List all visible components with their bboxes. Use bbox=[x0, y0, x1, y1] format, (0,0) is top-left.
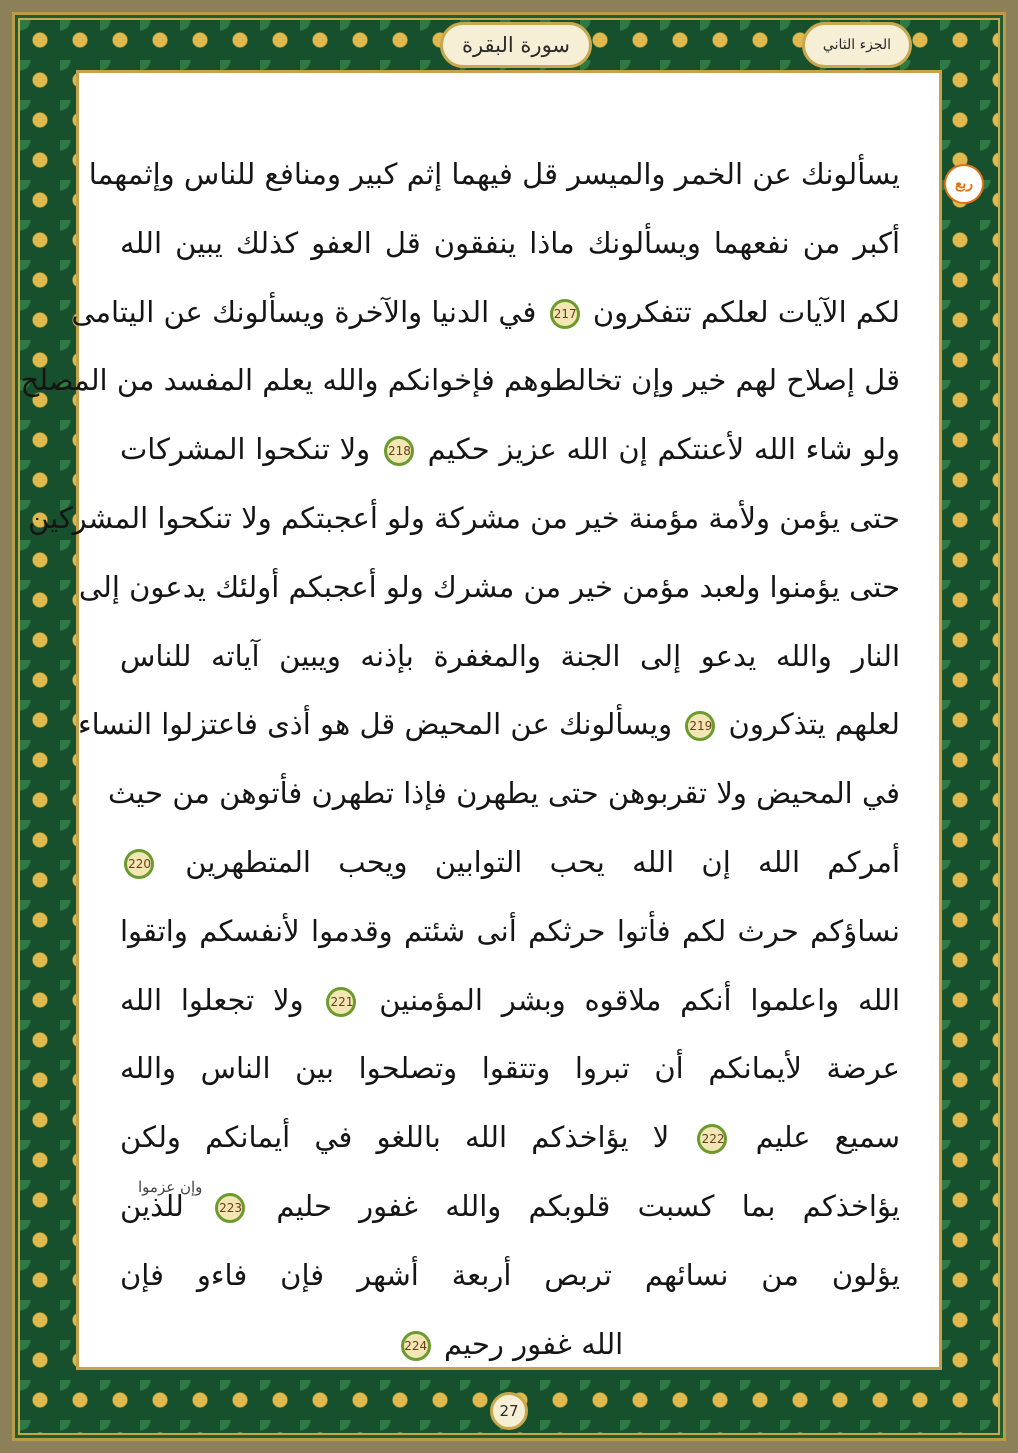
page-number: 27 bbox=[490, 1392, 528, 1430]
verse-line bbox=[78, 690, 900, 759]
verse-text: عرضة لأيمانكم أن تبروا وتتقوا وتصلحوا بين الناس والله bbox=[120, 1051, 900, 1086]
verse-line bbox=[20, 346, 900, 415]
verse-block bbox=[20, 140, 901, 1378]
verse-line bbox=[120, 828, 900, 897]
verse-line bbox=[120, 1034, 900, 1103]
verse-line bbox=[120, 415, 900, 484]
ayah-number-marker: 220 bbox=[124, 849, 154, 879]
verse-text: يسألونك عن الخمر والميسر قل فيهما إثم كبير ومنافع للناس وإثمهما bbox=[88, 157, 900, 191]
juz-label: الجزء الثاني bbox=[802, 22, 912, 68]
verse-text: نساؤكم حرث لكم فأتوا حرثكم أنى شئتم وقدموا لأنفسكم واتقوا bbox=[120, 913, 900, 948]
verse-text: ولا تنكحوا المشركات bbox=[120, 432, 371, 467]
verse-line bbox=[120, 1103, 900, 1172]
ayah-number-marker: 217 bbox=[550, 299, 580, 329]
verse-text: لعلهم يتذكرون bbox=[728, 707, 900, 742]
ayah-number-marker: 224 bbox=[401, 1331, 431, 1361]
catchword: وإن عزموا bbox=[138, 1178, 203, 1196]
ayah-number-marker: 221 bbox=[326, 987, 356, 1017]
verse-text: الله غفور رحيم bbox=[443, 1326, 624, 1361]
verse-text: ولا تجعلوا الله bbox=[120, 982, 304, 1017]
ayah-number-marker: 218 bbox=[384, 436, 414, 466]
ayah-number-marker: 219 bbox=[685, 711, 715, 741]
verse-text: في الدنيا والآخرة ويسألونك عن اليتامى bbox=[71, 294, 537, 329]
verse-line bbox=[71, 278, 900, 347]
verse-text: سميع عليم bbox=[755, 1120, 901, 1155]
verse-text: ولو شاء الله لأعنتكم إن الله عزيز حكيم bbox=[427, 432, 901, 467]
verse-line bbox=[120, 966, 900, 1035]
verse-text: أمركم الله إن الله يحب التوابين ويحب المتطهرين bbox=[185, 844, 901, 879]
verse-line bbox=[120, 897, 900, 966]
verse-line bbox=[120, 209, 900, 278]
verse-text: قل إصلاح لهم خير وإن تخالطوهم فإخوانكم والله يعلم المفسد من المصلح bbox=[20, 363, 900, 398]
verse-line bbox=[120, 622, 900, 691]
verse-line bbox=[107, 759, 900, 828]
verse-line bbox=[28, 484, 900, 553]
verse-text: النار والله يدعو إلى الجنة والمغفرة بإذنه ويبين آياته للناس bbox=[120, 638, 900, 673]
verse-text: للذين bbox=[120, 1188, 184, 1223]
verse-text: الله واعلموا أنكم ملاقوه وبشر المؤمنين bbox=[379, 982, 901, 1017]
verse-line bbox=[120, 1241, 900, 1310]
ayah-number-marker: 222 bbox=[697, 1124, 727, 1154]
ayah-number-marker: 223 bbox=[215, 1193, 245, 1223]
verse-text: لا يؤاخذكم الله باللغو في أيمانكم ولكن bbox=[120, 1120, 670, 1155]
verse-line bbox=[120, 1172, 900, 1241]
verse-text: يؤاخذكم بما كسبت قلوبكم والله غفور حليم bbox=[276, 1188, 901, 1223]
surah-title: سورة البقرة bbox=[440, 22, 592, 68]
verse-line bbox=[120, 1310, 900, 1379]
rub-hizb-marker: ربع bbox=[944, 164, 984, 204]
verse-text: حتى يؤمن ولأمة مؤمنة خير من مشركة ولو أعجبتكم ولا تنكحوا المشركين bbox=[28, 500, 900, 535]
verse-text: لكم الآيات لعلكم تتفكرون bbox=[592, 294, 900, 329]
verse-line bbox=[88, 140, 900, 209]
verse-text: أكبر من نفعهما ويسألونك ماذا ينفقون قل العفو كذلك يبين الله bbox=[120, 225, 900, 260]
verse-line bbox=[78, 553, 900, 622]
verse-text: حتى يؤمنوا ولعبد مؤمن خير من مشرك ولو أعجبكم أولئك يدعون إلى bbox=[78, 569, 900, 604]
verse-text: يؤلون من نسائهم تربص أربعة أشهر فإن فاءو فإن bbox=[120, 1257, 900, 1292]
verse-text: ويسألونك عن المحيض قل هو أذى فاعتزلوا النساء bbox=[78, 707, 673, 742]
verse-text: في المحيض ولا تقربوهن حتى يطهرن فإذا تطهرن فأتوهن من حيث bbox=[107, 776, 900, 811]
